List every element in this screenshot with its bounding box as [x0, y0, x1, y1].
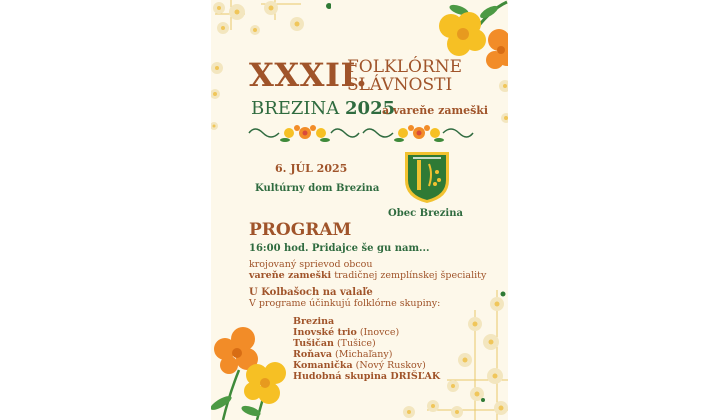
title-place: BREZINA: [251, 98, 340, 119]
coat-of-arms: [403, 150, 451, 204]
group-place: (Michaľany): [331, 349, 393, 360]
program-heading: PROGRAM: [249, 220, 352, 240]
group-place: (Inovce): [356, 327, 400, 338]
daisy-cluster-icon: [211, 0, 331, 50]
group-place: (Nový Ruskov): [352, 360, 426, 371]
group-place: (Tušice): [333, 338, 376, 349]
title-line-1: FOLKLÓRNE: [347, 57, 463, 77]
group-name: Komanička: [293, 360, 353, 371]
program-item-cooking-rest: tradičnej zemplínskej špeciality: [331, 270, 487, 281]
program-item-cooking: [249, 270, 486, 281]
title-place-year: [251, 98, 395, 120]
event-date: 6. JÚL 2025: [275, 162, 348, 175]
poppy-flower-icon: [211, 325, 301, 420]
crest-label: Obec Brezina: [388, 208, 463, 219]
group-name: Roňava: [293, 349, 332, 360]
program-section-intro: V programe účinkujú folklórne skupiny:: [249, 298, 441, 309]
poster: [211, 0, 508, 420]
title-line-2: SLÁVNOSTI: [347, 75, 453, 95]
group-name: Inovské trio: [293, 327, 357, 338]
event-venue: Kultúrny dom Brezina: [255, 183, 380, 194]
group-name: Brezina: [293, 316, 335, 327]
title-year: 2025: [345, 98, 396, 119]
program-item-cooking-bold: vareňe zameški: [249, 270, 332, 281]
daisy-cluster-icon: [211, 58, 227, 138]
title-subtitle: a vareňe zameški: [382, 104, 489, 117]
crest-icon: [403, 150, 451, 204]
program-item-procession: krojovaný sprievod obcou: [249, 259, 373, 270]
event-edition: XXXII.: [249, 56, 368, 94]
daisy-cluster-icon: [387, 290, 508, 420]
daisy-cluster-icon: [497, 76, 508, 136]
program-section: U Kolbašoch na valaľe: [249, 287, 373, 298]
group-name: Hudobná skupina DRIŠĽAK: [293, 371, 441, 382]
program-time: 16:00 hod. Pridajce še gu nam...: [249, 243, 430, 254]
group-name: Tušičan: [293, 338, 334, 349]
folk-ornament-icon: [245, 122, 477, 144]
